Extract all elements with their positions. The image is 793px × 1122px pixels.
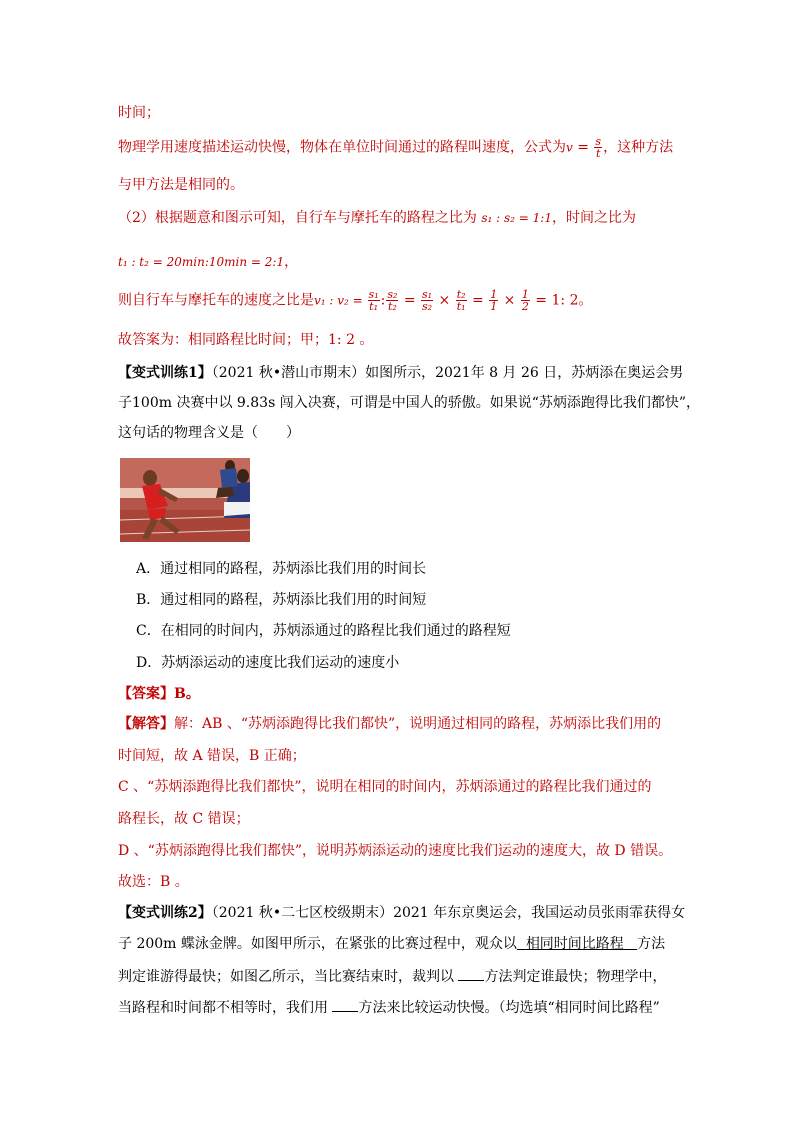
fill-in-answer: 相同时间比路程 — [525, 936, 624, 952]
option-b: B．通过相同的路程，苏炳添比我们用的时间短 — [136, 592, 427, 608]
option-d: D．苏炳添运动的速度比我们运动的速度小 — [136, 655, 400, 671]
solution-line: 时间短，故 A 错误，B 正确； — [118, 748, 306, 764]
solution-line: D 、“苏炳添跑得比我们都快”，说明苏炳添运动的速度比我们运动的速度大，故 D 错误。 — [118, 843, 673, 859]
solution-line: 路程长，故 C 错误； — [118, 811, 250, 827]
sprinter-photo — [120, 458, 250, 542]
text-line: （2）根据题意和图示可知，自行车与摩托车的路程之比为 s₁ : s₂ = 1:1，时间之比为 — [118, 210, 636, 226]
solution-line: 故选：B 。 — [118, 874, 189, 890]
text-line: 判定谁游得最快；如图乙所示，当比赛结束时，裁判以 方法判定谁最快；物理学中， — [118, 966, 666, 987]
question-heading: 【变式训练1】（2021 秋•潜山市期末）如图所示，2021年 8 月 26 日，苏炳添在奥运会男 — [118, 365, 684, 381]
text-line: 与甲方法是相同的。 — [118, 177, 244, 193]
option-a: A．通过相同的路程，苏炳添比我们用的时间长 — [136, 561, 427, 577]
text-line: 故答案为：相同路程比时间；甲；1: 2 。 — [118, 332, 374, 348]
text-line: 当路程和时间都不相等时，我们用 方法来比较运动快慢。（均选填“相同时间比路程” — [118, 997, 660, 1018]
answer-line: 【答案】B。 — [118, 686, 200, 702]
text-line: t₁ : t₂ = 20min:10min = 2:1， — [118, 254, 299, 270]
text-line: 子100m 决赛中以 9.83s 闯入决赛，可谓是中国人的骄傲。如果说“苏炳添跑得比我们都快”， — [118, 395, 701, 411]
question-heading: 【变式训练2】（2021 秋•二七区校级期末）2021 年东京奥运会，我国运动员张雨霏获得女 — [118, 905, 686, 921]
fill-blank — [332, 997, 358, 1012]
text-line: 时间； — [118, 105, 160, 121]
sprinter-photo-icon — [120, 458, 250, 542]
text-line: 物理学用速度描述运动快慢，物体在单位时间通过的路程叫速度，公式为v = $\frac{s}{t}$ ，这种方法 — [118, 135, 674, 160]
solution-line: C 、“苏炳添跑得比我们都快”，说明在相同的时间内，苏炳添通过的路程比我们通过的 — [118, 779, 652, 795]
text-line: 这句话的物理含义是（ ） — [118, 425, 300, 441]
option-c: C．在相同的时间内，苏炳添通过的路程比我们通过的路程短 — [136, 623, 511, 639]
solution-line: 【解答】解：AB 、“苏炳添跑得比我们都快”，说明通过相同的路程，苏炳添比我们用的 — [118, 716, 662, 732]
text-line: 子 200m 蝶泳金牌。如图甲所示，在紧张的比赛过程中，观众以 相同时间比路程 方法 — [118, 936, 666, 952]
formula-fraction: $\frac{s}{t}$ — [595, 135, 602, 160]
fill-blank — [458, 966, 484, 981]
text-line: 则自行车与摩托车的速度之比是v₁ : v₂ = $\frac{\text{s₁}}{\text{t₁}}$ : $\frac{\text{s₂}}{\text{t₂}}$ = $\frac{\text{s₁}}{\text{s₂}}$ × $\frac{\text{t₂}}{\text{t₁}}$ = $\frac{1}{1}$ × $\frac{1}{2}$ = 1: 2。 — [118, 288, 593, 313]
